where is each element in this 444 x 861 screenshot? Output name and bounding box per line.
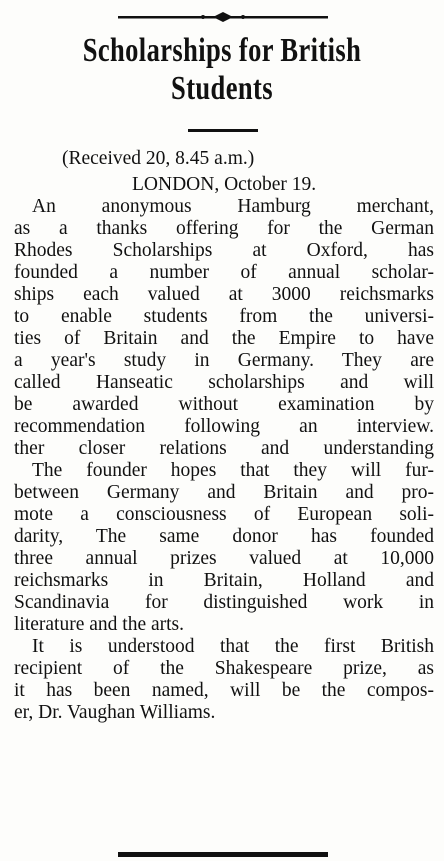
body-line: reichsmarks in Britain, Holland and [14,570,434,591]
body-line: darity, The same donor has founded [14,526,434,547]
headline [49,32,395,108]
body-line: literature and the arts. [14,614,185,635]
body-line: called Hanseatic scholarships and will [14,372,434,393]
body-line: a year's study in Germany. They are [14,350,434,371]
headline-line-2: Students [171,70,273,107]
received-note: (Received 20, 8.45 a.m.) [62,148,255,169]
bottom-rule [118,852,328,857]
ornamental-rule-icon [118,12,328,22]
body-line: be awarded without examination by [14,394,434,415]
dateline: LONDON, October 19. [132,174,317,195]
body-line: An anonymous Hamburg merchant, [32,196,434,217]
body-line: to enable students from the universi- [14,306,434,327]
article-body [14,140,434,724]
body-line: mote a consciousness of European soli- [14,504,434,525]
body-line: ther closer relations and understanding [14,438,434,459]
body-line: recommendation following an interview. [14,416,434,437]
body-line: er, Dr. Vaughan Williams. [14,702,216,723]
body-line: as a thanks offering for the German [14,218,434,239]
body-line: recipient of the Shakespeare prize, as [14,658,434,679]
body-line: Scandinavia for distinguished work in [14,592,434,613]
body-line: it has been named, will be the compos- [14,680,434,701]
body-line: It is understood that the first British [32,636,434,657]
divider-rule [188,129,258,132]
body-line: between Germany and Britain and pro- [14,482,434,503]
body-line: The founder hopes that they will fur- [32,460,434,481]
body-line: Rhodes Scholarships at Oxford, has [14,240,434,261]
body-line: ships each valued at 3000 reichsmarks [14,284,434,305]
body-line: founded a number of annual scholar- [14,262,434,283]
body-line: three annual prizes valued at 10,000 [14,548,434,569]
headline-line-1: Scholarships for British [82,32,362,69]
body-line: ties of Britain and the Empire to have [14,328,434,349]
